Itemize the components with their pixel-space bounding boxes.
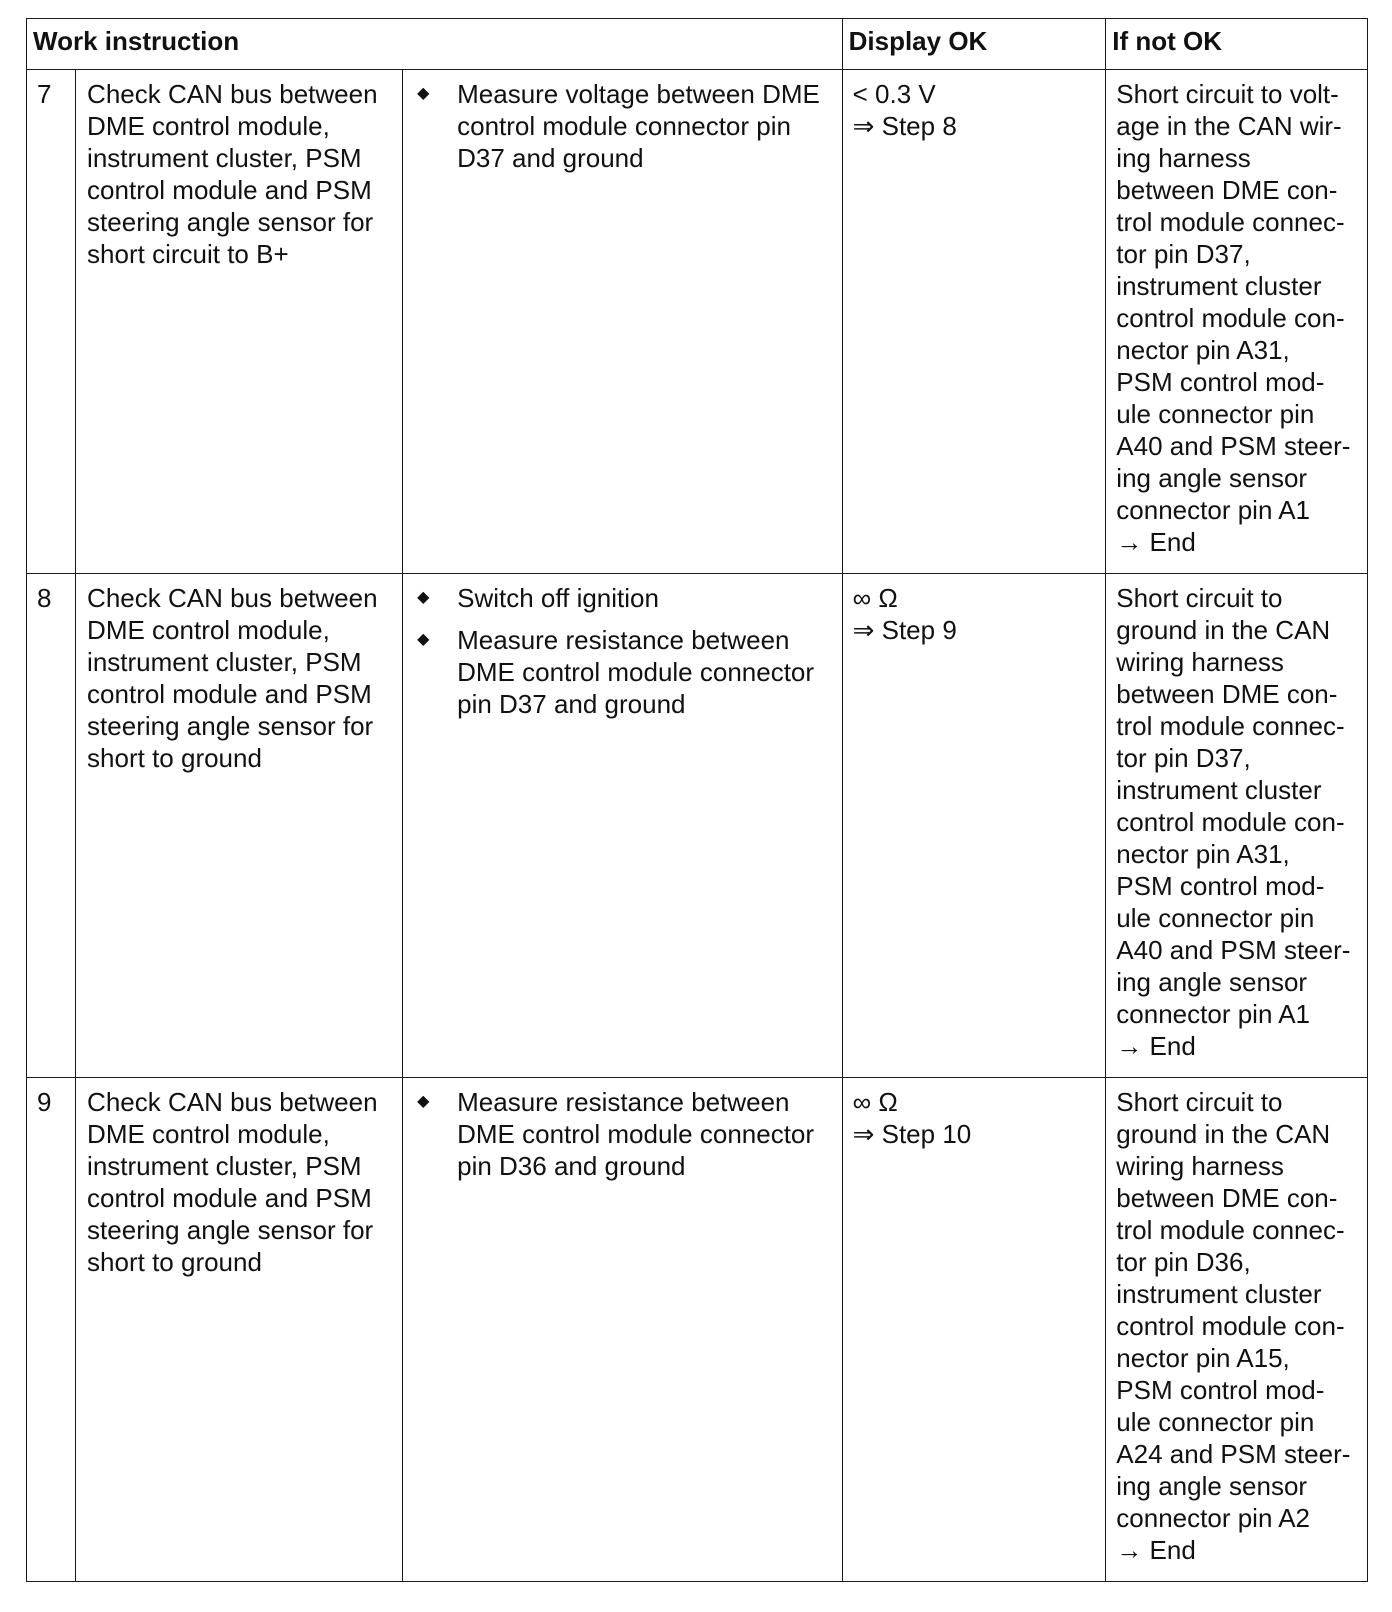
notok-line: → End bbox=[1116, 527, 1196, 557]
display-ok-cell bbox=[842, 70, 1106, 574]
diamond-bullet-icon: ◆ bbox=[417, 1093, 430, 1110]
measurement-item bbox=[411, 78, 836, 174]
disp-line: D37 and ground bbox=[457, 143, 644, 173]
notok-line: trol module connec- bbox=[1116, 711, 1345, 741]
notok-line: ing angle sensor bbox=[1116, 1471, 1308, 1501]
notok-line: tor pin D37, bbox=[1116, 743, 1251, 773]
step-number: 8 bbox=[27, 574, 76, 1078]
disp-line: Switch off ignition bbox=[457, 583, 659, 613]
step-number: 9 bbox=[27, 1078, 76, 1582]
step-row bbox=[27, 1078, 1368, 1582]
disp-line: control module and PSM bbox=[87, 1183, 372, 1213]
notok-line: wiring harness bbox=[1116, 647, 1284, 677]
notok-line: tor pin D36, bbox=[1116, 1247, 1251, 1277]
notok-line: → End bbox=[1116, 1535, 1196, 1565]
disp-line: ⇒ Step 8 bbox=[852, 111, 957, 141]
disp-line: DME control module, bbox=[87, 615, 330, 645]
notok-line: control module con- bbox=[1116, 303, 1345, 333]
check-description bbox=[76, 70, 403, 574]
disp-line: short circuit to B+ bbox=[87, 239, 289, 269]
disp-line: steering angle sensor for bbox=[87, 711, 374, 741]
notok-line: ing harness bbox=[1116, 143, 1251, 173]
measurement-item bbox=[411, 624, 836, 720]
measurement-cell bbox=[403, 70, 843, 574]
if-not-ok-cell bbox=[1106, 574, 1368, 1078]
notok-line: connector pin A1 bbox=[1116, 999, 1310, 1029]
notok-line: Short circuit to volt- bbox=[1116, 79, 1339, 109]
notok-line: between DME con- bbox=[1116, 1183, 1338, 1213]
disp-line: ∞ Ω bbox=[852, 583, 898, 613]
if-not-ok-cell bbox=[1106, 70, 1368, 574]
display-ok-cell bbox=[842, 1078, 1106, 1582]
disp-line: DME control module, bbox=[87, 111, 330, 141]
notok-line: instrument cluster bbox=[1116, 1279, 1322, 1309]
measurement-text bbox=[457, 582, 836, 614]
measurement-item bbox=[411, 582, 836, 614]
disp-line: ⇒ Step 9 bbox=[852, 615, 957, 645]
table-header-row bbox=[27, 19, 1368, 70]
header-display-ok: Display OK bbox=[842, 19, 1106, 70]
notok-line: PSM control mod- bbox=[1116, 1375, 1325, 1405]
disp-line: DME control module, bbox=[87, 1119, 330, 1149]
disp-line: control module and PSM bbox=[87, 679, 372, 709]
measurement-text bbox=[457, 1086, 836, 1182]
notok-line: wiring harness bbox=[1116, 1151, 1284, 1181]
notok-line: instrument cluster bbox=[1116, 271, 1322, 301]
disp-line: Check CAN bus between bbox=[87, 79, 378, 109]
if-not-ok-cell bbox=[1106, 1078, 1368, 1582]
disp-line: steering angle sensor for bbox=[87, 1215, 374, 1245]
work-instruction-table bbox=[26, 18, 1368, 1582]
display-ok-cell bbox=[842, 574, 1106, 1078]
disp-line: ∞ Ω bbox=[852, 1087, 898, 1117]
diamond-bullet-icon: ◆ bbox=[417, 589, 430, 606]
disp-line: DME control module connector bbox=[457, 657, 815, 687]
disp-line: instrument cluster, PSM bbox=[87, 1151, 362, 1181]
diamond-bullet-icon: ◆ bbox=[417, 631, 430, 648]
notok-line: A40 and PSM steer- bbox=[1116, 431, 1351, 461]
disp-line: control module connector pin bbox=[457, 111, 791, 141]
notok-line: ing angle sensor bbox=[1116, 463, 1308, 493]
notok-line: A40 and PSM steer- bbox=[1116, 935, 1351, 965]
notok-line: ground in the CAN bbox=[1116, 615, 1331, 645]
disp-line: instrument cluster, PSM bbox=[87, 647, 362, 677]
notok-line: nector pin A31, bbox=[1116, 335, 1290, 365]
disp-line: Measure voltage between DME bbox=[457, 79, 820, 109]
disp-line: pin D36 and ground bbox=[457, 1151, 686, 1181]
disp-line: instrument cluster, PSM bbox=[87, 143, 362, 173]
notok-line: tor pin D37, bbox=[1116, 239, 1251, 269]
disp-line: pin D37 and ground bbox=[457, 689, 686, 719]
notok-line: trol module connec- bbox=[1116, 207, 1345, 237]
disp-line: short to ground bbox=[87, 1247, 262, 1277]
notok-line: ule connector pin bbox=[1116, 1407, 1315, 1437]
disp-line: Measure resistance between bbox=[457, 625, 790, 655]
disp-line: < 0.3 V bbox=[852, 79, 936, 109]
notok-line: ule connector pin bbox=[1116, 903, 1315, 933]
notok-line: Short circuit to bbox=[1116, 583, 1283, 613]
notok-line: connector pin A2 bbox=[1116, 1503, 1310, 1533]
check-description bbox=[76, 574, 403, 1078]
steps-body bbox=[27, 70, 1368, 1582]
notok-line: ule connector pin bbox=[1116, 399, 1315, 429]
disp-line: steering angle sensor for bbox=[87, 207, 374, 237]
header-if-not-ok: If not OK bbox=[1106, 19, 1368, 70]
step-row bbox=[27, 70, 1368, 574]
header-work-instruction: Work instruction bbox=[27, 19, 843, 70]
notok-line: A24 and PSM steer- bbox=[1116, 1439, 1351, 1469]
notok-line: ing angle sensor bbox=[1116, 967, 1308, 997]
measurement-cell bbox=[403, 1078, 843, 1582]
measurement-item bbox=[411, 1086, 836, 1182]
disp-line: DME control module connector bbox=[457, 1119, 815, 1149]
notok-line: connector pin A1 bbox=[1116, 495, 1310, 525]
disp-line: Check CAN bus between bbox=[87, 1087, 378, 1117]
step-row bbox=[27, 574, 1368, 1078]
notok-line: ground in the CAN bbox=[1116, 1119, 1331, 1149]
check-description bbox=[76, 1078, 403, 1582]
notok-line: control module con- bbox=[1116, 1311, 1345, 1341]
notok-line: nector pin A15, bbox=[1116, 1343, 1290, 1373]
disp-line: Measure resistance between bbox=[457, 1087, 790, 1117]
notok-line: control module con- bbox=[1116, 807, 1345, 837]
notok-line: trol module connec- bbox=[1116, 1215, 1345, 1245]
step-number: 7 bbox=[27, 70, 76, 574]
disp-line: Check CAN bus between bbox=[87, 583, 378, 613]
disp-line: control module and PSM bbox=[87, 175, 372, 205]
notok-line: PSM control mod- bbox=[1116, 871, 1325, 901]
diamond-bullet-icon: ◆ bbox=[417, 85, 430, 102]
measurement-text bbox=[457, 624, 836, 720]
notok-line: age in the CAN wir- bbox=[1116, 111, 1342, 141]
notok-line: Short circuit to bbox=[1116, 1087, 1283, 1117]
notok-line: between DME con- bbox=[1116, 679, 1338, 709]
measurement-text bbox=[457, 78, 836, 174]
notok-line: instrument cluster bbox=[1116, 775, 1322, 805]
disp-line: short to ground bbox=[87, 743, 262, 773]
notok-line: PSM control mod- bbox=[1116, 367, 1325, 397]
notok-line: → End bbox=[1116, 1031, 1196, 1061]
notok-line: between DME con- bbox=[1116, 175, 1338, 205]
disp-line: ⇒ Step 10 bbox=[852, 1119, 972, 1149]
measurement-cell bbox=[403, 574, 843, 1078]
notok-line: nector pin A31, bbox=[1116, 839, 1290, 869]
